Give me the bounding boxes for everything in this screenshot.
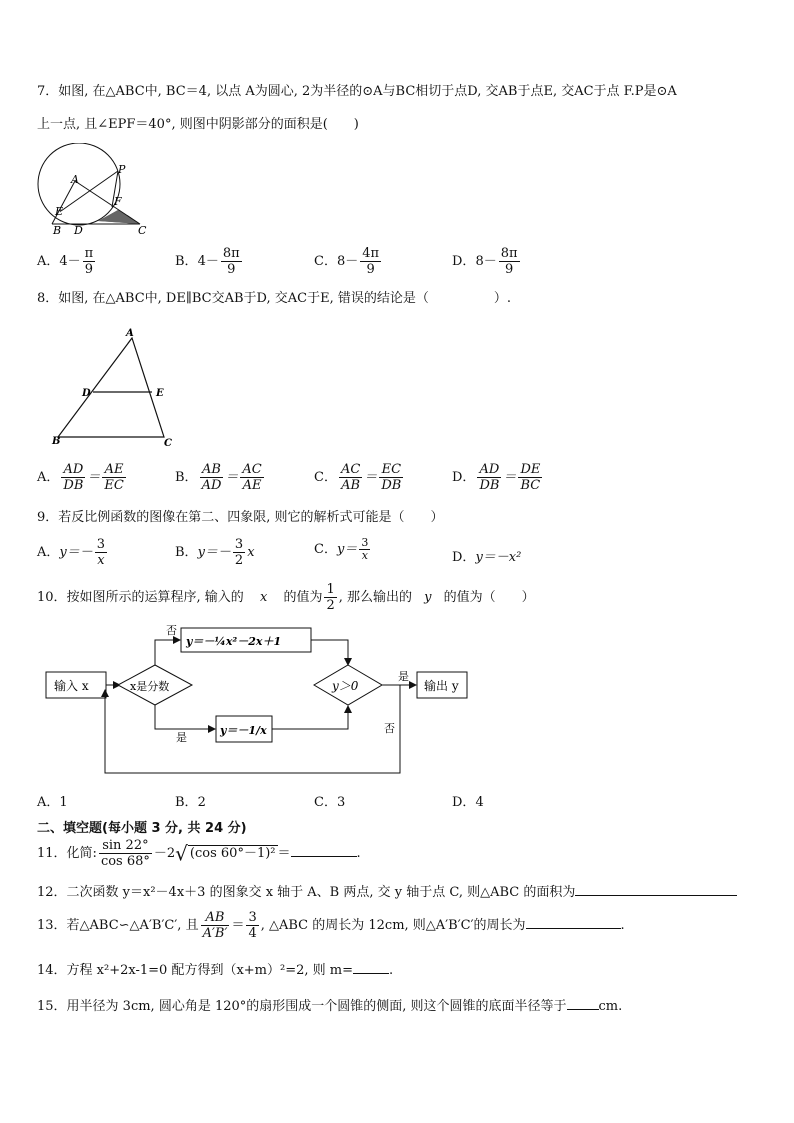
q8-label-C: C xyxy=(164,438,172,449)
q7-label-C: C xyxy=(138,224,147,237)
q7-shaded-arc xyxy=(98,210,140,224)
q14-text: 14．方程 x²+2x-1=0 配方得到（x+m）²=2, 则 m= . xyxy=(37,963,394,978)
q14-answer-blank[interactable] xyxy=(353,973,389,974)
q12-text: 12．二次函数 y＝x²－4x＋3 的图象交 x 轴于 A、B 两点, 交 y 轴于点 C, 则△ABC 的面积为 xyxy=(37,885,737,901)
q8-label-B: B xyxy=(52,436,61,447)
q8-label-D: D xyxy=(82,388,91,399)
q7-label-F: F xyxy=(114,195,122,208)
q10-option-c: C．3 xyxy=(314,795,346,810)
q9-option-b: B．y＝－ $\frac{3}{2}$ x xyxy=(175,537,255,568)
q8-figure xyxy=(48,326,188,450)
flow-arrow-top-to-d2 xyxy=(311,640,348,665)
q8-label-A: A xyxy=(126,328,134,339)
q8-option-d: D． $\frac{AD}{DB}$ ＝ $\frac{DE}{BC}$ xyxy=(452,462,541,493)
flow-arrow-no xyxy=(155,640,180,665)
q7-label-D: D xyxy=(74,224,83,237)
q10-option-b: B．2 xyxy=(175,795,206,810)
q7-label-B: B xyxy=(53,224,62,237)
flow-output-label: 输出 y xyxy=(424,679,459,693)
q8-option-b: B． $\frac{AB}{AD}$ ＝ $\frac{AC}{AE}$ xyxy=(175,462,262,493)
q7-option-c: C．8－ $\frac{4\pi}{9}$ xyxy=(314,246,380,277)
q8-label-E: E xyxy=(156,388,164,399)
q7-line1: 7．如图, 在△ABC中, BC＝4, 以点 A为圆心, 2为半径的⊙A与BC相切于点D, 交AB于点E, 交AC于点 F.P是⊙A xyxy=(37,84,677,99)
q7-line2: 上一点, 且∠EPF＝40°, 则图中阴影部分的面积是( ) xyxy=(37,117,359,132)
q8-option-c: C． $\frac{AC}{AB}$ ＝ $\frac{EC}{DB}$ xyxy=(314,462,402,493)
q7-option-b: B．4－ $\frac{8\pi}{9}$ xyxy=(175,246,240,277)
flow-box-quadratic-label: y＝－¼x²－2x＋1 xyxy=(186,635,282,648)
q15-answer-blank[interactable] xyxy=(567,1009,599,1010)
q10-option-a: A．1 xyxy=(37,795,68,810)
q10-option-d: D．4 xyxy=(452,795,484,810)
q9-text: 9．若反比例函数的图像在第二、四象限, 则它的解析式可能是（ ） xyxy=(37,510,444,525)
q10-text: 10．按如图所示的运算程序, 输入的 x 的值为 $\frac{1}{2}$ , 那么输出的 y 的值为（ ） xyxy=(37,582,535,613)
q7-option-d: D．8－ $\frac{8\pi}{9}$ xyxy=(452,246,518,277)
section-fill-in-title: 二、填空题(每小题 3 分, 共 24 分) xyxy=(37,821,247,836)
flow-no-label: 否 xyxy=(166,624,177,637)
flow-box-reciprocal-label: y＝－1/x xyxy=(220,724,267,737)
flow-decision-fraction-label: x是分数 xyxy=(130,680,170,693)
q8-option-a: A． $\frac{AD}{DB}$ ＝ $\frac{AE}{EC}$ xyxy=(37,462,124,493)
q7-figure xyxy=(30,143,160,238)
q15-text: 15．用半径为 3cm, 圆心角是 120°的扇形围成一个圆锥的侧面, 则这个圆锥的底面半径等于 cm. xyxy=(37,999,623,1014)
q9-option-c: C．y＝ $\frac{3}{x}$ xyxy=(314,536,369,562)
flow-input-label: 输入 x xyxy=(54,679,89,693)
q11-text: 11．化简: $\frac{\sin 22^\circ}{\cos 68^\circ}$ －2√ (cos 60°－1)² ＝ . xyxy=(37,838,361,869)
flow-arrow-bottom-to-d2 xyxy=(272,706,348,729)
q13-answer-blank[interactable] xyxy=(526,928,621,929)
q8-text: 8．如图, 在△ABC中, DE∥BC交AB于D, 交AC于E, 错误的结论是（ ）. xyxy=(37,291,511,306)
q7-label-P: P xyxy=(118,163,126,176)
flow-no2-label: 否 xyxy=(384,722,395,735)
q7-label-A: A xyxy=(71,173,79,186)
q9-option-d: D．y＝－x² xyxy=(452,550,522,565)
flow-arrow-yes xyxy=(155,705,215,729)
flow-yes2-label: 是 xyxy=(398,670,409,683)
q11-answer-blank[interactable] xyxy=(291,856,357,857)
flow-yes-label: 是 xyxy=(176,731,187,744)
q7-label-E: E xyxy=(55,205,64,218)
flow-decision-positive-label: y＞0 xyxy=(332,679,359,693)
q13-text: 13．若△ABC∽△A′B′C′, 且 $\frac{AB}{A'B'}$ ＝ $\frac{3}{4}$ , △ABC 的周长为 12cm, 则△A′B′C′的周长为 . xyxy=(37,910,625,941)
q10-flowchart xyxy=(40,620,480,780)
q9-option-a: A．y＝－ $\frac{3}{x}$ xyxy=(37,537,106,568)
q7-option-a: A．4－ $\frac{\pi}{9}$ xyxy=(37,246,94,277)
q12-answer-blank[interactable] xyxy=(575,895,737,896)
q8-triangle xyxy=(58,338,164,437)
